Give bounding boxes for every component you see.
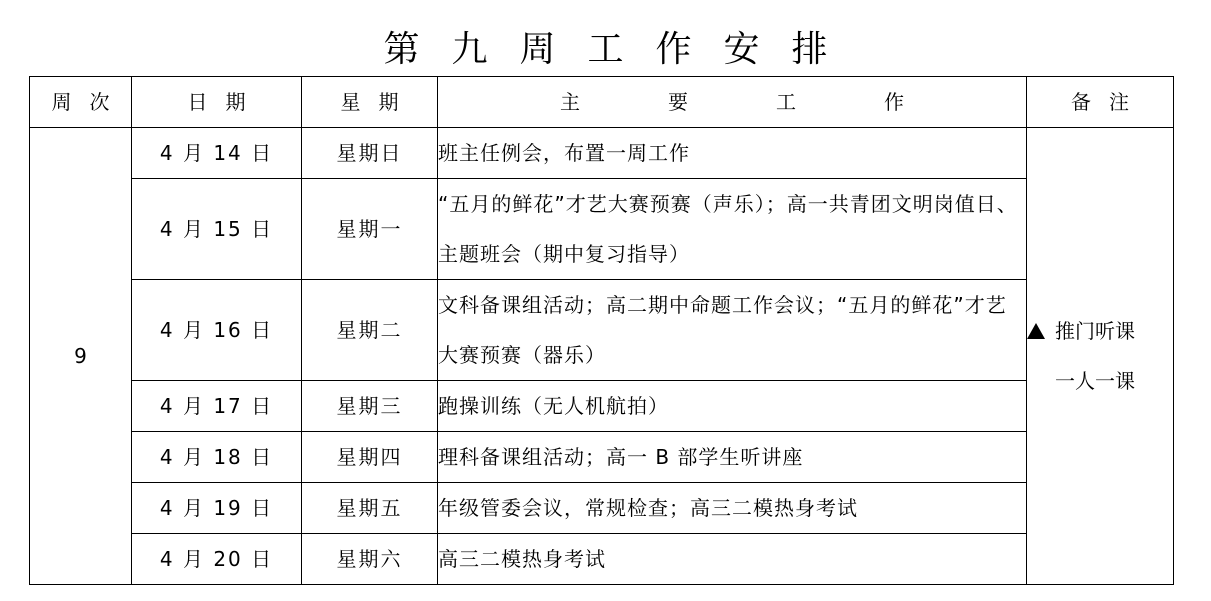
row-weekday: 星期三 [302,381,438,432]
row-weekday: 星期一 [302,179,438,280]
row-date: 4 月 20 日 [132,534,302,585]
row-date: 4 月 18 日 [132,432,302,483]
week-number: 9 [30,128,132,585]
row-work: 文科备课组活动；高二期中命题工作会议；“五月的鲜花”才艺大赛预赛（器乐） [438,280,1027,381]
table-row [30,280,1174,381]
row-weekday: 星期六 [302,534,438,585]
header-date: 日期 [132,77,302,128]
table-row [30,128,1174,179]
note-cell [1027,128,1174,585]
header-row [30,77,1174,128]
header-work: 主要工作 [438,77,1027,128]
row-date: 4 月 17 日 [132,381,302,432]
row-date: 4 月 19 日 [132,483,302,534]
triangle-up-icon [1027,323,1045,339]
table-row [30,483,1174,534]
row-weekday: 星期日 [302,128,438,179]
page-title: 第九周工作安排 [383,29,860,70]
row-weekday: 星期二 [302,280,438,381]
row-work: 理科备课组活动；高一 B 部学生听讲座 [438,432,1027,483]
row-work: 高三二模热身考试 [438,534,1027,585]
row-work: 班主任例会，布置一周工作 [438,128,1027,179]
row-date: 4 月 15 日 [132,179,302,280]
table-row [30,432,1174,483]
table-row [30,179,1174,280]
note-line-2: 一人一课 [1055,369,1135,393]
row-work: 年级管委会议，常规检查；高三二模热身考试 [438,483,1027,534]
row-work: “五月的鲜花”才艺大赛预赛（声乐）；高一共青团文明岗值日、主题班会（期中复习指导） [438,179,1027,280]
row-date: 4 月 16 日 [132,280,302,381]
row-work: 跑操训练（无人机航拍） [438,381,1027,432]
header-note: 备注 [1027,77,1174,128]
row-weekday: 星期四 [302,432,438,483]
row-weekday: 星期五 [302,483,438,534]
note-text-1: 推门听课 [1055,319,1135,343]
note-line-1 [1027,306,1173,356]
header-weekday: 星期 [302,77,438,128]
table-row [30,534,1174,585]
table-row [30,381,1174,432]
schedule-table [29,76,1174,585]
row-date: 4 月 14 日 [132,128,302,179]
header-week: 周次 [30,77,132,128]
